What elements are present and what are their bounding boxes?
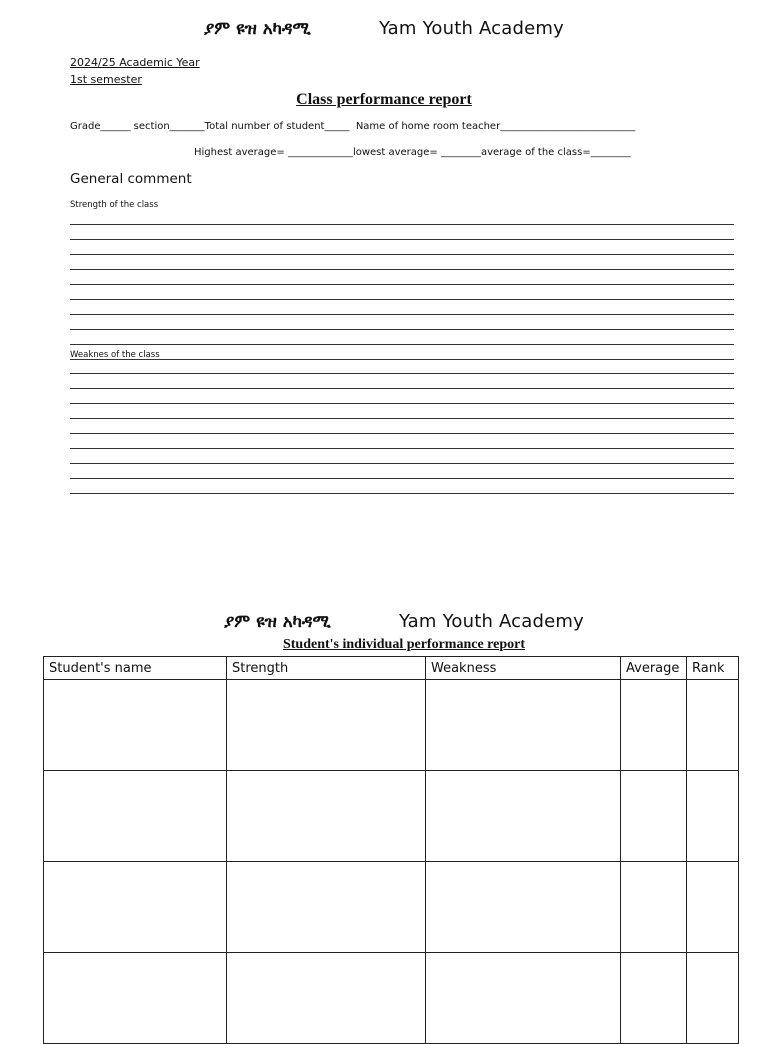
writing-line — [70, 344, 734, 345]
performance-table — [43, 656, 739, 1044]
column-header-rank: Rank — [687, 657, 739, 680]
writing-line — [70, 299, 734, 300]
academic-year: 2024/25 Academic Year — [70, 56, 200, 69]
header-english-name: Yam Youth Academy — [398, 611, 584, 632]
page2-header — [20, 611, 768, 632]
info-line-averages: Highest average= _____________lowest average= ________average of the class=________ — [194, 147, 631, 158]
table-header-row — [44, 657, 739, 680]
weakness-label: Weaknes of the class — [70, 350, 160, 360]
rank-cell — [687, 953, 739, 1044]
writing-line — [70, 314, 734, 315]
writing-line — [70, 418, 734, 419]
strength-cell — [227, 680, 426, 771]
weakness-cell — [426, 771, 621, 862]
table-body — [44, 680, 739, 1044]
header-amharic-name: ያም ዩዝ አካዳሚ — [224, 612, 331, 632]
writing-line — [70, 448, 734, 449]
writing-line — [70, 224, 734, 225]
column-header-strength: Strength — [227, 657, 426, 680]
table-row — [44, 771, 739, 862]
weakness-cell — [426, 862, 621, 953]
writing-line — [70, 388, 734, 389]
info-line-grade: Grade______ section_______Total number of student_____ Name of home room teacher___________________________ — [70, 121, 636, 132]
writing-line — [70, 359, 734, 360]
column-header-average: Average — [621, 657, 687, 680]
rank-cell — [687, 680, 739, 771]
header-amharic-name: ያም ዩዝ አካዳሚ — [204, 19, 311, 39]
student-name-cell — [44, 862, 227, 953]
general-comment-heading: General comment — [70, 171, 192, 187]
writing-line — [70, 463, 734, 464]
writing-line — [70, 433, 734, 434]
strength-cell — [227, 771, 426, 862]
table-row — [44, 680, 739, 771]
strength-cell — [227, 953, 426, 1044]
student-name-cell — [44, 680, 227, 771]
page-title: Class performance report — [296, 91, 472, 108]
strength-cell — [227, 862, 426, 953]
writing-line — [70, 239, 734, 240]
table-row — [44, 862, 739, 953]
weakness-cell — [426, 953, 621, 1044]
average-cell — [621, 862, 687, 953]
column-header-weakness: Weakness — [426, 657, 621, 680]
writing-line — [70, 284, 734, 285]
average-cell — [621, 953, 687, 1044]
writing-line — [70, 493, 734, 494]
writing-line — [70, 329, 734, 330]
writing-line — [70, 269, 734, 270]
strength-label: Strength of the class — [70, 200, 159, 210]
student-name-cell — [44, 953, 227, 1044]
semester: 1st semester — [70, 73, 142, 86]
column-header-student-name: Student's name — [44, 657, 227, 680]
writing-line — [70, 254, 734, 255]
writing-line — [70, 403, 734, 404]
rank-cell — [687, 771, 739, 862]
average-cell — [621, 680, 687, 771]
page1-header — [0, 18, 768, 39]
header-english-name: Yam Youth Academy — [378, 18, 564, 39]
rank-cell — [687, 862, 739, 953]
table-row — [44, 953, 739, 1044]
writing-line — [70, 478, 734, 479]
weakness-cell — [426, 680, 621, 771]
average-cell — [621, 771, 687, 862]
writing-line — [70, 373, 734, 374]
table-title: Student's individual performance report — [282, 637, 526, 652]
student-name-cell — [44, 771, 227, 862]
